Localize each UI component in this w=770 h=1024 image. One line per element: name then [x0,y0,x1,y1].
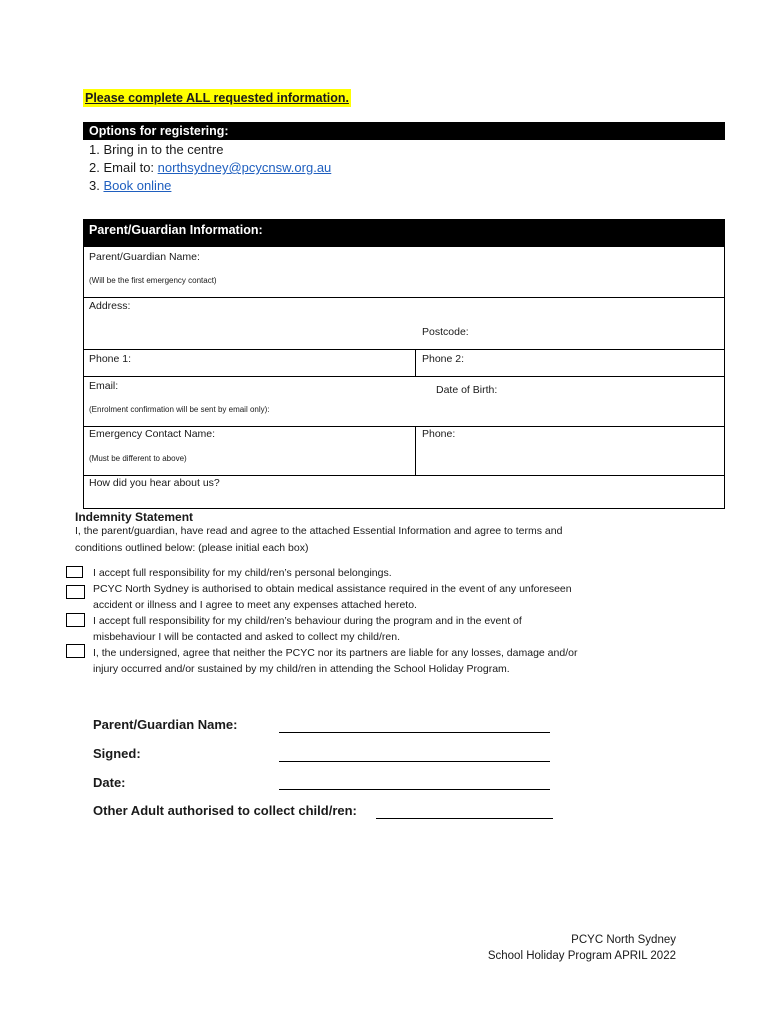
indemnity-item-line: I, the undersigned, agree that neither the PCYC nor its partners are liable for any losses, damage and/or [93,647,578,659]
phone1-field[interactable]: Phone 1: [89,353,132,365]
postcode-field[interactable]: Postcode: [422,326,469,338]
options-heading: Options for registering: [83,122,725,140]
indemnity-item-line: misbehaviour I will be contacted and asked to collect my child/ren. [93,631,400,643]
other-adult-label: Other Adult authorised to collect child/ren: [93,803,357,818]
emergency-note: (Must be different to above) [89,454,187,463]
row-divider [83,297,725,298]
emergency-contact-field[interactable]: Emergency Contact Name: [89,428,216,440]
row-divider [83,426,725,427]
indemnity-item-3 [93,613,653,645]
indemnity-intro-line2: conditions outlined below: (please initial each box) [75,542,309,554]
date-label: Date: [93,775,126,790]
row-divider [83,349,725,350]
indemnity-checkbox-3[interactable] [66,613,85,627]
phone2-field[interactable]: Phone 2: [422,353,465,365]
option-prefix: 3. [89,178,104,193]
parent-name-note: (Will be the first emergency contact) [89,276,217,285]
option-prefix: 1. [89,142,104,157]
email-link[interactable]: northsydney@pcycnsw.org.au [157,160,332,175]
footer-org: PCYC North Sydney [571,934,676,946]
parent-info-heading: Parent/Guardian Information: [83,219,725,247]
indemnity-intro-line1: I, the parent/guardian, have read and agree to the attached Essential Information and agree to terms and [75,525,563,537]
option-item-1 [89,141,223,158]
column-divider [415,349,416,377]
indemnity-item-1 [93,565,653,581]
dob-field[interactable]: Date of Birth: [436,384,498,396]
parent-name-field[interactable]: Parent/Guardian Name: [89,251,200,263]
address-field[interactable]: Address: [89,300,131,312]
other-adult-line[interactable] [376,818,553,819]
email-field[interactable]: Email: [89,380,119,392]
emergency-phone-field[interactable]: Phone: [422,428,456,440]
indemnity-item-4 [93,645,653,677]
email-note: (Enrolment confirmation will be sent by email only): [89,405,270,414]
indemnity-checkbox-1[interactable] [66,566,83,578]
indemnity-item-line: PCYC North Sydney is authorised to obtain medical assistance required in the event of any unforeseen [93,583,572,595]
signature-name-label: Parent/Guardian Name: [93,717,238,732]
option-text: Email to: [103,160,158,175]
indemnity-title: Indemnity Statement [75,510,194,524]
book-online-link[interactable]: Book online [103,178,172,193]
indemnity-item-line: I accept full responsibility for my child/ren’s behaviour during the program and in the event of [93,615,522,627]
option-item-2 [89,159,331,176]
indemnity-checkbox-2[interactable] [66,585,85,599]
signed-line[interactable] [279,761,550,762]
footer-program: School Holiday Program APRIL 2022 [487,950,676,962]
signed-label: Signed: [93,746,141,761]
column-divider [415,426,416,476]
signature-name-line[interactable] [279,732,550,733]
option-prefix: 2. [89,160,104,175]
option-text: Bring in to the centre [103,142,224,157]
date-line[interactable] [279,789,550,790]
row-divider [83,376,725,377]
indemnity-checkbox-4[interactable] [66,644,85,658]
indemnity-item-line: injury occurred and/or sustained by my child/ren in attending the School Holiday Program. [93,663,510,675]
indemnity-item-line: I accept full responsibility for my child/ren’s personal belongings. [93,567,392,579]
indemnity-item-2 [93,581,653,613]
row-divider [83,475,725,476]
notice-banner: Please complete ALL requested information. [85,91,349,105]
indemnity-item-line: accident or illness and I agree to meet any expenses attached hereto. [93,599,417,611]
option-item-3 [89,177,171,194]
hear-about-us-field[interactable]: How did you hear about us? [89,477,220,489]
